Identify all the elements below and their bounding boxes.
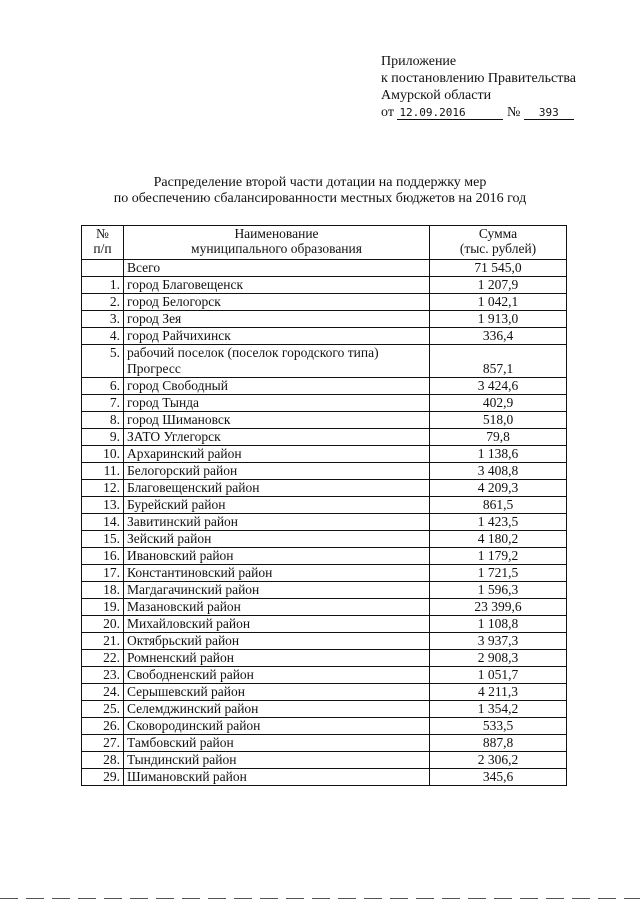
row-amount: 533,5	[430, 718, 567, 735]
table-row	[82, 345, 567, 378]
row-municipality: Октябрьский район	[124, 633, 430, 650]
total-label: Всего	[124, 260, 430, 277]
row-municipality: Архаринский район	[124, 446, 430, 463]
table-row	[82, 480, 567, 497]
row-number: 15.	[82, 531, 124, 548]
row-amount: 3 424,6	[430, 378, 567, 395]
table-row	[82, 429, 567, 446]
header-name-line1: Наименование	[234, 226, 319, 241]
row-number: 10.	[82, 446, 124, 463]
row-number: 28.	[82, 752, 124, 769]
row-amount: 4 211,3	[430, 684, 567, 701]
table-row	[82, 650, 567, 667]
row-municipality: Шимановский район	[124, 769, 430, 786]
table-row	[82, 684, 567, 701]
appendix-block	[381, 53, 576, 121]
appendix-region: Амурской области	[381, 88, 492, 103]
row-municipality	[124, 345, 430, 378]
row-amount: 887,8	[430, 735, 567, 752]
table-row	[82, 412, 567, 429]
row-municipality: город Райчихинск	[124, 328, 430, 345]
document-title	[0, 175, 640, 207]
row-number: 4.	[82, 328, 124, 345]
row-number: 27.	[82, 735, 124, 752]
table-row	[82, 548, 567, 565]
row-amount: 2 908,3	[430, 650, 567, 667]
row-amount: 1 108,8	[430, 616, 567, 633]
table-row	[82, 463, 567, 480]
total-num	[82, 260, 124, 277]
title-line-1: Распределение второй части дотации на поддержку мер	[153, 175, 487, 190]
table-row	[82, 294, 567, 311]
row-amount: 402,9	[430, 395, 567, 412]
row-number: 11.	[82, 463, 124, 480]
appendix-title: Приложение	[381, 54, 457, 69]
row-amount: 1 721,5	[430, 565, 567, 582]
row-municipality: Мазановский район	[124, 599, 430, 616]
row-municipality: Благовещенский район	[124, 480, 430, 497]
row-municipality: город Тында	[124, 395, 430, 412]
table-row	[82, 514, 567, 531]
table-row	[82, 311, 567, 328]
row-amount: 1 042,1	[430, 294, 567, 311]
row-municipality: Константиновский район	[124, 565, 430, 582]
row-municipality: Селемджинский район	[124, 701, 430, 718]
row-municipality: Зейский район	[124, 531, 430, 548]
row-municipality: Тындинский район	[124, 752, 430, 769]
row-amount: 3 937,3	[430, 633, 567, 650]
row-amount: 1 423,5	[430, 514, 567, 531]
row-municipality-line2: Прогресс	[127, 361, 181, 376]
table-row	[82, 599, 567, 616]
row-number: 7.	[82, 395, 124, 412]
row-number: 6.	[82, 378, 124, 395]
row-amount: 518,0	[430, 412, 567, 429]
row-municipality: город Белогорск	[124, 294, 430, 311]
row-municipality: Белогорский район	[124, 463, 430, 480]
table-row	[82, 633, 567, 650]
row-amount: 1 138,6	[430, 446, 567, 463]
row-amount: 1 179,2	[430, 548, 567, 565]
row-municipality: Магдагачинский район	[124, 582, 430, 599]
row-municipality: ЗАТО Углегорск	[124, 429, 430, 446]
row-amount: 1 354,2	[430, 701, 567, 718]
row-amount: 3 408,8	[430, 463, 567, 480]
header-number	[82, 226, 124, 260]
row-amount: 345,6	[430, 769, 567, 786]
row-amount: 1 913,0	[430, 311, 567, 328]
row-number: 12.	[82, 480, 124, 497]
table-row	[82, 701, 567, 718]
distribution-table	[81, 225, 567, 786]
row-number: 19.	[82, 599, 124, 616]
title-line-2: по обеспечению сбалансированности местных бюджетов на 2016 год	[113, 191, 527, 206]
page-bottom-rule	[0, 898, 640, 899]
row-number: 2.	[82, 294, 124, 311]
number-prefix: №	[506, 105, 521, 120]
row-number: 29.	[82, 769, 124, 786]
row-municipality: Ромненский район	[124, 650, 430, 667]
row-number: 24.	[82, 684, 124, 701]
row-amount: 23 399,6	[430, 599, 567, 616]
row-amount: 861,5	[430, 497, 567, 514]
row-municipality: Михайловский район	[124, 616, 430, 633]
row-number: 22.	[82, 650, 124, 667]
row-municipality-line1: рабочий поселок (поселок городского типа)	[127, 345, 379, 360]
row-number: 14.	[82, 514, 124, 531]
row-number: 8.	[82, 412, 124, 429]
row-amount: 336,4	[430, 328, 567, 345]
row-number: 18.	[82, 582, 124, 599]
total-row	[82, 260, 567, 277]
table-row	[82, 497, 567, 514]
row-number: 21.	[82, 633, 124, 650]
row-municipality: Тамбовский район	[124, 735, 430, 752]
header-name	[124, 226, 430, 260]
appendix-reference: к постановлению Правительства	[381, 71, 577, 86]
row-number: 5.	[82, 345, 124, 378]
row-municipality: Серышевский район	[124, 684, 430, 701]
table-row	[82, 531, 567, 548]
row-municipality: Ивановский район	[124, 548, 430, 565]
table-row	[82, 752, 567, 769]
table-header-row	[82, 226, 567, 260]
table-row	[82, 582, 567, 599]
row-number: 16.	[82, 548, 124, 565]
header-number-line1: №	[96, 226, 109, 241]
header-number-line2: п/п	[93, 241, 112, 256]
table-row	[82, 565, 567, 582]
table-row	[82, 718, 567, 735]
document-date: 12.09.2016	[397, 106, 503, 120]
header-sum-line1: Сумма	[478, 226, 518, 241]
table-row	[82, 769, 567, 786]
row-municipality: город Благовещенск	[124, 277, 430, 294]
header-name-line2: муниципального образования	[191, 241, 362, 256]
appendix-date-line	[381, 104, 576, 121]
row-number: 26.	[82, 718, 124, 735]
header-sum-line2: (тыс. рублей)	[459, 241, 537, 256]
row-municipality: город Свободный	[124, 378, 430, 395]
row-municipality: город Зея	[124, 311, 430, 328]
row-number: 9.	[82, 429, 124, 446]
table-row	[82, 328, 567, 345]
table-row	[82, 667, 567, 684]
table-row	[82, 735, 567, 752]
row-number: 20.	[82, 616, 124, 633]
table-row	[82, 395, 567, 412]
row-municipality: Бурейский район	[124, 497, 430, 514]
row-number: 23.	[82, 667, 124, 684]
row-municipality: город Шимановск	[124, 412, 430, 429]
row-municipality: Завитинский район	[124, 514, 430, 531]
table-row	[82, 616, 567, 633]
row-amount: 1 051,7	[430, 667, 567, 684]
row-municipality: Сковородинский район	[124, 718, 430, 735]
row-amount: 4 180,2	[430, 531, 567, 548]
table-row	[82, 378, 567, 395]
row-amount: 79,8	[430, 429, 567, 446]
row-number: 3.	[82, 311, 124, 328]
row-amount: 4 209,3	[430, 480, 567, 497]
row-amount: 1 596,3	[430, 582, 567, 599]
row-municipality: Свободненский район	[124, 667, 430, 684]
row-amount: 2 306,2	[430, 752, 567, 769]
row-number: 1.	[82, 277, 124, 294]
row-number: 13.	[82, 497, 124, 514]
header-sum	[430, 226, 567, 260]
document-number: 393	[524, 106, 574, 120]
row-number: 17.	[82, 565, 124, 582]
date-prefix: от	[381, 105, 394, 120]
row-amount: 1 207,9	[430, 277, 567, 294]
row-number: 25.	[82, 701, 124, 718]
table-row	[82, 277, 567, 294]
table-row	[82, 446, 567, 463]
row-amount: 857,1	[430, 345, 567, 378]
total-amount: 71 545,0	[430, 260, 567, 277]
